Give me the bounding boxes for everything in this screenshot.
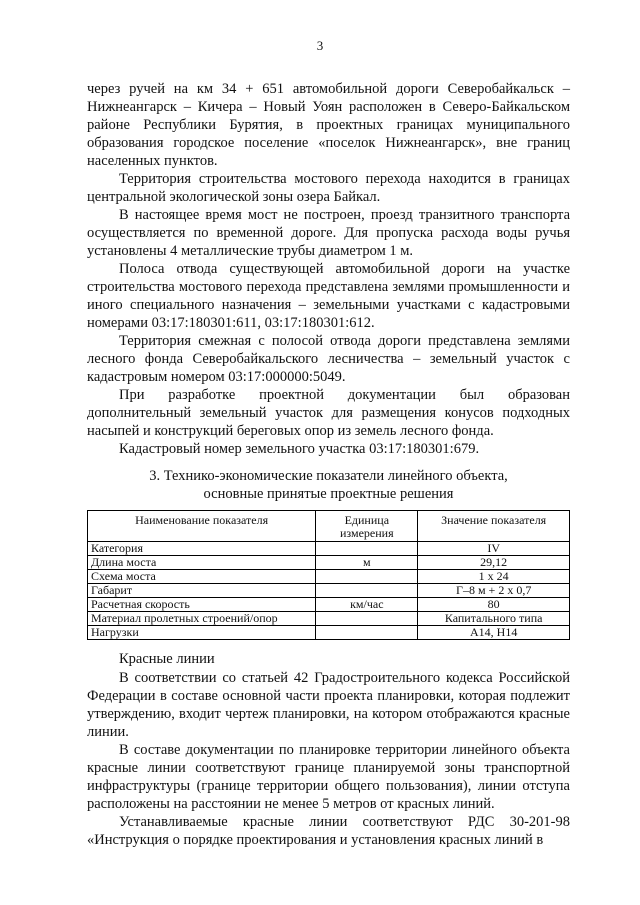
paragraph-cadastral-number: Кадастровый номер земельного участка 03:17:180301:679. bbox=[119, 441, 480, 457]
paragraph-adjacent-territory: Территория смежная с полосой отвода дороги представлена землями лесного фонда Северобайкальского лесничества – земельный участок с кадастровым номером 03:17:000000:5049. bbox=[87, 333, 570, 385]
cell-unit bbox=[316, 542, 418, 556]
section-heading bbox=[87, 467, 570, 503]
paragraph-location: через ручей на км 34 + 651 автомобильной дороги Северобайкальск – Нижнеангарск – Кичера – Новый Уоян расположен в Северо-Байкальском районе Республики Бурятия, в проектных границах муниципального образования городское поселение «поселок Нижнеангарск», вне границ населенных пунктов. bbox=[87, 81, 570, 169]
cell-value: Г–8 м + 2 х 0,7 bbox=[418, 584, 570, 598]
cell-unit bbox=[316, 570, 418, 584]
paragraph-current-state: В настоящее время мост не построен, проезд транзитного транспорта осуществляется по временной дороге. Для пропуска расхода воды ручья установлены 4 металлические трубы диаметром 1 м. bbox=[87, 207, 570, 259]
table-row bbox=[88, 626, 570, 640]
table-row bbox=[88, 584, 570, 598]
paragraph-ecological-zone: Территория строительства мостового перехода находится в границах центральной экологической зоны озера Байкал. bbox=[87, 171, 570, 205]
cell-value: А14, Н14 bbox=[418, 626, 570, 640]
cell-unit bbox=[316, 612, 418, 626]
indicators-table bbox=[87, 510, 570, 640]
table-header-row bbox=[88, 511, 570, 542]
cell-value: Капитального типа bbox=[418, 612, 570, 626]
paragraph-additional-plot: При разработке проектной документации был образован дополнительный земельный участок для размещения конусов подходных насыпей и конструкций береговых опор из земель лесного фонда. bbox=[87, 387, 570, 439]
header-indicator-name: Наименование показателя bbox=[88, 511, 316, 542]
red-lines-heading: Красные линии bbox=[119, 651, 215, 667]
paragraph-red-lines-boundary: В составе документации по планировке территории линейного объекта красные линии соответствуют границе планируемой зоны транспортной инфраструктуры (границе территории общего пользования), линии отступа расположены на расстоянии не менее 5 метров от красных линий. bbox=[87, 742, 570, 812]
header-unit: Единица измерения bbox=[316, 511, 418, 542]
cell-name: Категория bbox=[88, 542, 316, 556]
cell-unit: км/час bbox=[316, 598, 418, 612]
cell-name: Расчетная скорость bbox=[88, 598, 316, 612]
cell-value: 1 х 24 bbox=[418, 570, 570, 584]
table-row bbox=[88, 542, 570, 556]
table-row bbox=[88, 598, 570, 612]
paragraph-urban-planning-code: В соответствии со статьей 42 Градостроительного кодекса Российской Федерации в составе основной части проекта планировки, которая подлежит утверждению, входит чертеж планировки, на котором отображаются красные линии. bbox=[87, 670, 570, 740]
cell-unit bbox=[316, 626, 418, 640]
paragraph-right-of-way: Полоса отвода существующей автомобильной дороги на участке строительства мостового перехода представлена землями промышленности и иного специального назначения – земельными участками с кадастровыми номерами 03:17:180301:611, 03:17:180301:612. bbox=[87, 261, 570, 331]
cell-name: Габарит bbox=[88, 584, 316, 598]
cell-unit: м bbox=[316, 556, 418, 570]
cell-name: Длина моста bbox=[88, 556, 316, 570]
cell-name: Схема моста bbox=[88, 570, 316, 584]
table-row bbox=[88, 612, 570, 626]
table-row bbox=[88, 556, 570, 570]
cell-name: Нагрузки bbox=[88, 626, 316, 640]
cell-unit bbox=[316, 584, 418, 598]
section-heading-line2: основные принятые проектные решения bbox=[203, 486, 454, 502]
cell-value: 29,12 bbox=[418, 556, 570, 570]
paragraph-rds-standard: Устанавливаемые красные линии соответствуют РДС 30-201-98 «Инструкция о порядке проектирования и установления красных линий в bbox=[87, 814, 570, 848]
cell-value: 80 bbox=[418, 598, 570, 612]
cell-value: IV bbox=[418, 542, 570, 556]
section-heading-line1: 3. Технико-экономические показатели линейного объекта, bbox=[149, 468, 508, 484]
page-number: 3 bbox=[316, 38, 324, 53]
table-row bbox=[88, 570, 570, 584]
cell-name: Материал пролетных строений/опор bbox=[88, 612, 316, 626]
header-value: Значение показателя bbox=[418, 511, 570, 542]
